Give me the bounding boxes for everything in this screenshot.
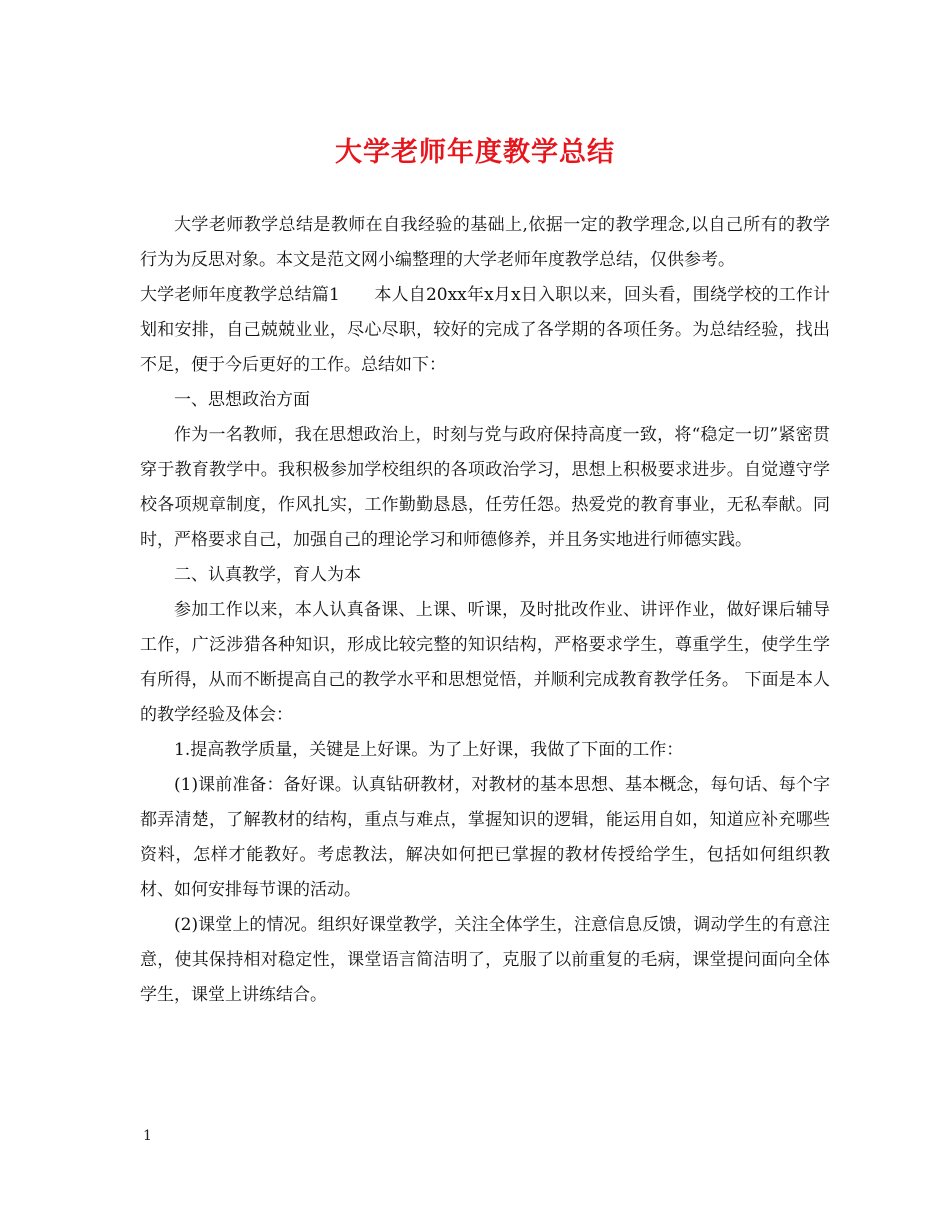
paragraph-classroom: (2)课堂上的情况。组织好课堂教学，关注全体学生，注意信息反馈，调动学生的有意注意，使其保持相对稳定性，课堂语言简洁明了，克服了以前重复的毛病，课堂提问面向全体学生，课堂上讲练结合。 <box>140 915 830 1005</box>
document-title: 大学老师年度教学总结 <box>335 137 615 168</box>
section-heading-teaching: 二、认真教学，育人为本 <box>174 565 361 585</box>
paragraph-quality: 1.提高教学质量，关键是上好课。为了上好课，我做了下面的工作： <box>174 740 684 760</box>
paragraph-preparation: (1)课前准备：备好课。认真钻研教材，对教材的基本思想、基本概念，每句话、每个字都弄清楚，了解教材的结构，重点与难点，掌握知识的逻辑，能运用自如，知道应补充哪些资料，怎样才能教好。考虑教法，解决如何把已掌握的教材传授给学生，包括如何组织教材、如何安排每节课的活动。 <box>140 775 830 900</box>
paragraph-part-1-opening: 大学老师年度教学总结篇1 本人自20xx年x月x日入职以来，回头看，围绕学校的工作计划和安排，自己兢兢业业，尽心尽职，较好的完成了各学期的各项任务。为总结经验，找出不足，便于今后更好的工作。总结如下： <box>140 285 830 375</box>
paragraph-teaching: 参加工作以来，本人认真备课、上课、听课，及时批改作业、讲评作业，做好课后辅导工作，广泛涉猎各种知识，形成比较完整的知识结构，严格要求学生，尊重学生，使学生学有所得，从而不断提高自己的教学水平和思想觉悟，并顺利完成教育教学任务。 下面是本人的教学经验及体会： <box>140 600 830 725</box>
page-number: 1 <box>143 1128 152 1144</box>
section-heading-ideology: 一、思想政治方面 <box>174 390 310 410</box>
paragraph-ideology: 作为一名教师，我在思想政治上，时刻与党与政府保持高度一致，将“稳定一切”紧密贯穿于教育教学中。我积极参加学校组织的各项政治学习，思想上积极要求进步。自觉遵守学校各项规章制度，作风扎实，工作勤勤恳恳，任劳任怨。热爱党的教育事业，无私奉献。同时，严格要求自己，加强自己的理论学习和师德修养，并且务实地进行师德实践。 <box>140 425 830 550</box>
paragraph-intro: 大学老师教学总结是教师在自我经验的基础上,依据一定的教学理念,以自己所有的教学行为为反思对象。本文是范文网小编整理的大学老师年度教学总结，仅供参考。 <box>140 215 830 270</box>
document-body <box>140 208 830 1013</box>
